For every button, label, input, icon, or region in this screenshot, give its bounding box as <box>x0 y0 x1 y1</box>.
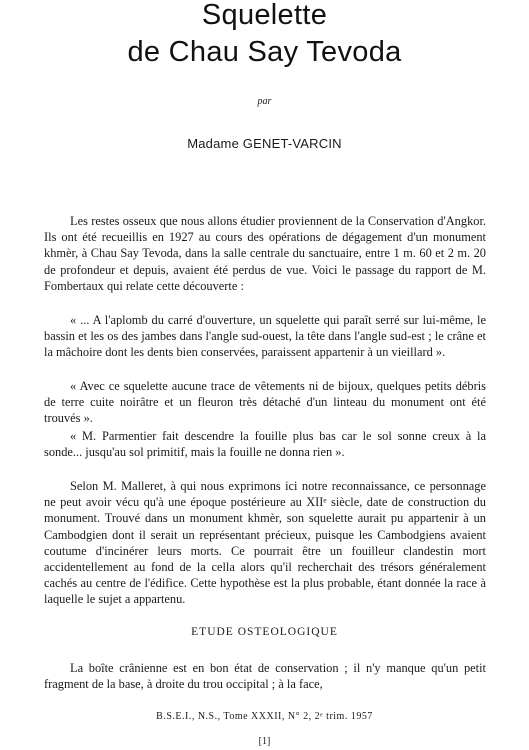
paragraph-text: « Avec ce squelette aucune trace de vêtements ni de bijoux, quelques petits débris de terre cuite noirâtre et un fleuron très détaché d'un linteau du monument ont été trouvés ». <box>44 379 486 426</box>
article-title-line-1: Squelette <box>201 0 328 31</box>
author-name: Madame GENET-VARCIN <box>187 136 342 151</box>
page-number: [1] <box>258 736 271 747</box>
article-title-line-2: de Chau Say Tevoda <box>127 36 402 68</box>
paragraph-text: « ... A l'aplomb du carré d'ouverture, un squelette qui paraît serré sur lui-même, le bassin et les os des jambes dans l'angle sud-ouest, la tête dans l'angle sud-est ; le crâne et la mâchoire dont les dents bien conservées, paraissent appartenir à un vieillard ». <box>44 313 486 360</box>
paragraph-text: « M. Parmentier fait descendre la fouille plus bas car le sol sonne creux à la sonde... jusqu'au sol primitif, mais la fouille ne donna rien ». <box>44 429 486 460</box>
quote-paragraph <box>44 312 486 361</box>
body-paragraph <box>44 478 486 608</box>
byline: par <box>257 96 272 107</box>
journal-citation: B.S.E.I., N.S., Tome XXXII, N° 2, 2ᵉ trim. 1957 <box>156 711 373 722</box>
body-paragraph <box>44 660 486 692</box>
quote-paragraph <box>44 378 486 427</box>
quote-paragraph <box>44 428 486 460</box>
paragraph-text: La boîte crânienne est en bon état de conservation ; il n'y manque qu'un petit fragment de la base, à droite du trou occipital ; à la face, <box>44 661 486 692</box>
paragraph-text: Selon M. Malleret, à qui nous exprimons ici notre reconnaissance, ce personnage ne peut avoir vécu qu'à une époque postérieure au XIIᵉ siècle, date de construction du monument. Trouvé dans un monument khmèr, son squelette aurait pu appartenir à un Cambodgien dont il serait un représentant précieux, puisque les Cambodgiens avaient coutume d'incinérer leurs morts. Ce pourrait être un fouilleur clandestin mort accidentellement au fond de la cella alors qu'il recherchait des trésors généralement cachés au centre de l'édifice. Cette hypothèse est la plus probable, étant donnée la race à laquelle le sujet a appartenu. <box>44 479 486 607</box>
section-heading: ETUDE OSTEOLOGIQUE <box>191 626 338 638</box>
paragraph-text: Les restes osseux que nous allons étudier proviennent de la Conservation d'Angkor. Ils ont été recueillis en 1927 au cours des opérations de dégagement d'un monument khmèr, à Chau Say Tevoda, dans la salle centrale du sanctuaire, entre 1 m. 60 et 2 m. 20 de profondeur et depuis, avaient été perdus de vue. Voici le passage du rapport de M. Fombertaux qui relate cette découverte : <box>44 214 486 293</box>
body-paragraph <box>44 213 486 294</box>
